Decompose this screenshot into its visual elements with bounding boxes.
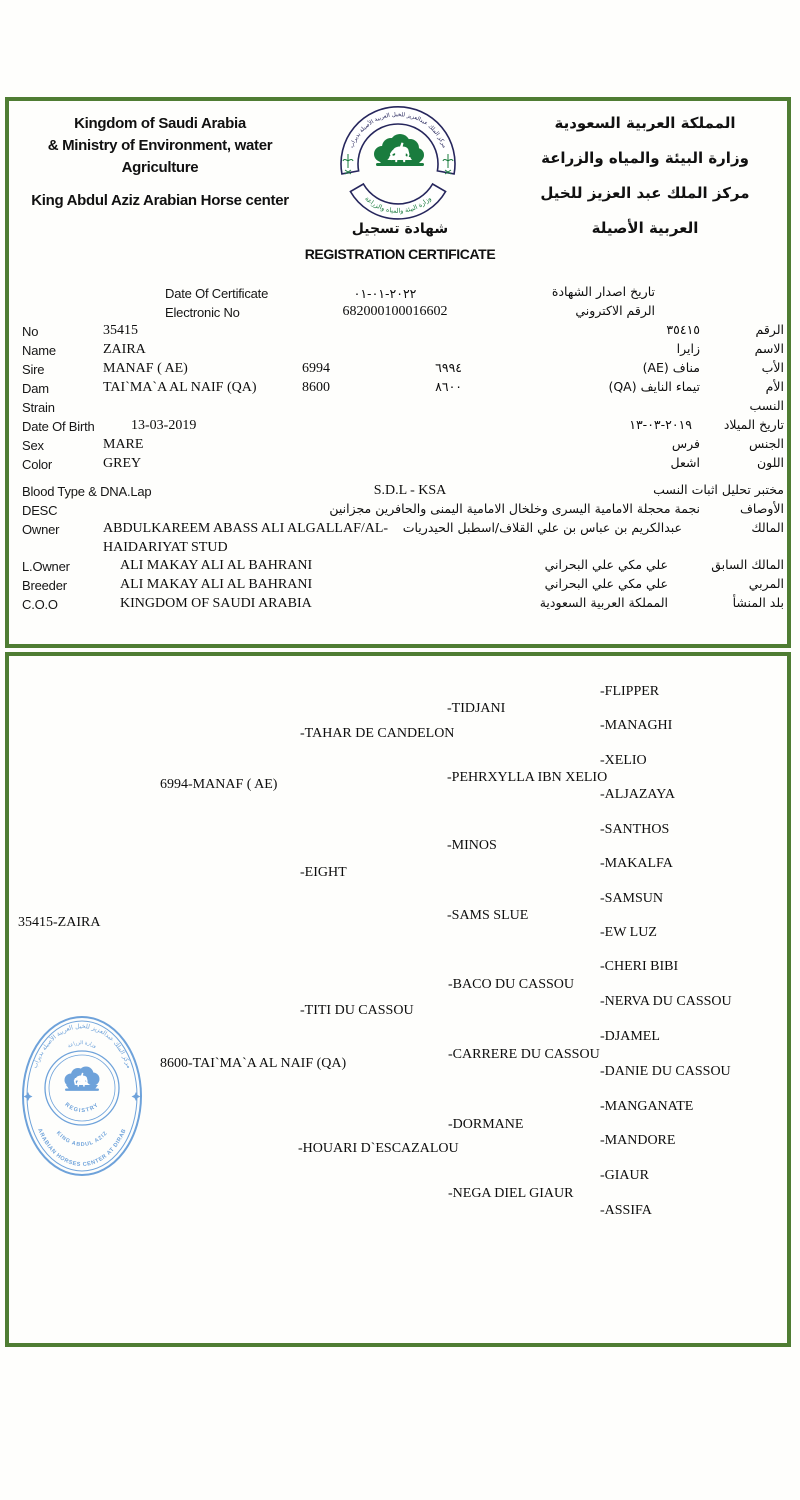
- name-value-ar: زايرا: [676, 341, 700, 356]
- dam-regno-ar: ٨٦٠٠: [435, 379, 462, 394]
- desc-label-ar: الأوصاف: [739, 501, 784, 516]
- stamp-emblem: [65, 1067, 100, 1091]
- header-en-line1: Kingdom of Saudi Arabia: [74, 115, 246, 132]
- sire-label: Sire: [22, 362, 45, 377]
- header-english: [30, 113, 290, 179]
- owner-value-line1: ABDULKAREEM ABASS ALI ALGALLAF/AL-: [103, 521, 389, 536]
- no-label-ar: الرقم: [755, 322, 784, 337]
- pedigree-node: -NERVA DU CASSOU: [600, 994, 732, 1009]
- pedigree-node: -HOUARI D`ESCAZALOU: [298, 1141, 459, 1156]
- pedigree-node: -XELIO: [600, 753, 647, 768]
- header-ar-line3: مركز الملك عبد العزيز للخيل العربية الأصيلة: [540, 184, 750, 237]
- header-ar-line2: وزارة البيئة والمياه والزراعة: [541, 149, 749, 167]
- electronic-no-value: 682000100016602: [342, 304, 448, 319]
- color-label: Color: [22, 457, 53, 472]
- strain-label-ar: النسب: [749, 398, 784, 413]
- stamp-bottom-arc-text: ARABIAN HORSES CENTER AT DIRAB: [36, 1127, 128, 1169]
- sex-label-ar: الجنس: [748, 436, 784, 451]
- stamp-king-text: KING ABDUL AZIZ: [54, 1130, 110, 1149]
- registry-stamp: [20, 1014, 144, 1178]
- pedigree-node: -TIDJANI: [447, 701, 506, 716]
- pedigree-node: -EW LUZ: [600, 925, 657, 940]
- pedigree-node: -SANTHOS: [600, 822, 670, 837]
- last-owner-label: L.Owner: [22, 559, 70, 574]
- date-of-birth-value-ar: ٢٠١٩-٠٣-١٣: [629, 417, 692, 432]
- header-ar-line1: المملكة العربية السعودية: [554, 114, 736, 132]
- pedigree-node: -GIAUR: [600, 1168, 649, 1183]
- pedigree-node: -MANDORE: [600, 1133, 676, 1148]
- header-arabic: [525, 106, 765, 246]
- stamp-top-arc-text: مركز الملك عبدالعزيز للخيل العربية الأصيلة بديراب: [31, 1023, 133, 1070]
- dam-value: TAI`MA`A AL NAIF (QA): [103, 380, 257, 395]
- coo-value: KINGDOM OF SAUDI ARABIA: [120, 596, 312, 611]
- stamp-registry-text: REGISTRY: [63, 1101, 101, 1115]
- pedigree-node: -MANAGHI: [600, 718, 673, 733]
- certificate-title-arabic: شهادة تسجيل: [351, 221, 449, 237]
- coo-label-ar: بلد المنشأ: [732, 595, 784, 610]
- color-value: GREY: [103, 456, 142, 471]
- date-of-birth-label-ar: تاريخ الميلاد: [723, 417, 784, 432]
- date-of-birth-label: Date Of Birth: [22, 419, 95, 434]
- strain-label: Strain: [22, 400, 55, 415]
- date-of-birth-value: 13-03-2019: [131, 418, 197, 433]
- pedigree-node: -TAHAR DE CANDELON: [300, 726, 455, 741]
- sex-label: Sex: [22, 438, 44, 453]
- coo-value-ar: المملكة العربية السعودية: [539, 595, 668, 610]
- pedigree-node: -MINOS: [447, 838, 497, 853]
- pedigree-node: -TITI DU CASSOU: [300, 1003, 414, 1018]
- breeder-label: Breeder: [22, 578, 67, 593]
- sex-value: MARE: [103, 437, 144, 452]
- pedigree-node: -DANIE DU CASSOU: [600, 1064, 731, 1079]
- last-owner-value-ar: علي مكي علي البحراني: [544, 557, 668, 572]
- breeder-label-ar: المربي: [748, 576, 784, 591]
- stamp-inner-arabic: وزارة الزراعة: [66, 1040, 98, 1050]
- sire-value: MANAF ( AE): [103, 361, 188, 376]
- dam-label: Dam: [22, 381, 49, 396]
- ministry-logo: [338, 102, 458, 232]
- dam-label-ar: الأم: [765, 379, 784, 394]
- owner-label: Owner: [22, 522, 60, 537]
- date-of-certificate-value: ٢٠٢٢-٠١-٠١: [353, 286, 417, 301]
- pedigree-node: -BACO DU CASSOU: [448, 977, 575, 992]
- pedigree-node: -DJAMEL: [600, 1029, 660, 1044]
- owner-label-ar: المالك: [751, 520, 784, 535]
- pedigree-node: -SAMS SLUE: [447, 908, 529, 923]
- sex-value-ar: فرس: [671, 436, 700, 451]
- pedigree-node: -ALJAZAYA: [600, 787, 675, 802]
- pedigree-dam: 8600-TAI`MA`A AL NAIF (QA): [160, 1056, 347, 1071]
- no-value-ar: ٣٥٤١٥: [666, 322, 700, 337]
- desc-label: DESC: [22, 503, 58, 518]
- last-owner-label-ar: المالك السابق: [711, 557, 784, 572]
- sire-value-ar: مناف (AE): [642, 360, 700, 375]
- pedigree-node: -ASSIFA: [600, 1203, 652, 1218]
- header-en-line2: & Ministry of Environment, water: [47, 137, 273, 154]
- dam-regno: 8600: [302, 380, 330, 395]
- name-label-ar: الاسم: [754, 341, 784, 356]
- pedigree-node: -EIGHT: [300, 865, 347, 880]
- name-value: ZAIRA: [103, 342, 146, 357]
- color-label-ar: اللون: [756, 455, 784, 470]
- no-label: No: [22, 324, 39, 339]
- certificate-title-english: REGISTRATION CERTIFICATE: [304, 246, 496, 262]
- pedigree-node: -FLIPPER: [600, 684, 660, 699]
- pedigree-node: -CHERI BIBI: [600, 959, 679, 974]
- pedigree-root: 35415-ZAIRA: [18, 915, 101, 930]
- breeder-value: ALI MAKAY ALI AL BAHRANI: [120, 577, 313, 592]
- sire-regno: 6994: [302, 361, 330, 376]
- pedigree-node: -MANGANATE: [600, 1099, 694, 1114]
- color-value-ar: اشعل: [670, 455, 700, 470]
- logo-top-arc-text: مركز الملك عبدالعزيز للخيل العربية الأصيلة بديراب: [348, 112, 448, 149]
- date-of-certificate-label: Date Of Certificate: [165, 286, 269, 301]
- name-label: Name: [22, 343, 56, 358]
- no-value: 35415: [103, 323, 138, 338]
- sire-regno-ar: ٦٩٩٤: [435, 360, 462, 375]
- trees-horse-emblem: [374, 134, 424, 166]
- electronic-no-label-ar: الرقم الاكتروني: [575, 303, 655, 318]
- owner-value-line2: HAIDARIYAT STUD: [103, 540, 228, 555]
- pedigree-node: -NEGA DIEL GIAUR: [448, 1186, 574, 1201]
- desc-value-ar: نجمة محجلة الامامية اليسرى وخلخال الامامية اليمنى والحافرين مجزانين: [329, 501, 700, 516]
- last-owner-value: ALI MAKAY ALI AL BAHRANI: [120, 558, 313, 573]
- dam-value-ar: تيماء النايف (QA): [608, 379, 700, 394]
- pedigree-node: -CARRERE DU CASSOU: [448, 1047, 600, 1062]
- electronic-no-label: Electronic No: [165, 305, 240, 320]
- pedigree-node: -PEHRXYLLA IBN XELIO: [447, 770, 608, 785]
- blood-type-label: Blood Type & DNA.Lap: [22, 484, 152, 499]
- coo-label: C.O.O: [22, 597, 58, 612]
- date-of-certificate-label-ar: تاريخ اصدار الشهادة: [551, 284, 655, 299]
- pedigree-sire: 6994-MANAF ( AE): [160, 777, 278, 792]
- sire-label-ar: الأب: [761, 360, 784, 375]
- pedigree-node: -SAMSUN: [600, 891, 664, 906]
- header-en-line4: King Abdul Aziz Arabian Horse center: [31, 192, 289, 209]
- breeder-value-ar: علي مكي علي البحراني: [544, 576, 668, 591]
- pedigree-node: -MAKALFA: [600, 856, 673, 871]
- blood-type-label-ar: مختبر تحليل اثبات النسب: [653, 482, 784, 497]
- logo-bottom-arc-text: وزارة البيئة والمياه والزراعة: [363, 194, 433, 215]
- header-en-line3: Agriculture: [121, 159, 199, 176]
- pedigree-node: -DORMANE: [448, 1117, 524, 1132]
- blood-type-value: S.D.L - KSA: [373, 483, 447, 498]
- stamp-side-ornaments: [24, 1092, 141, 1101]
- owner-value-ar: عبدالكريم بن عباس بن علي القلاف/اسطبل الحيدريات: [402, 520, 682, 535]
